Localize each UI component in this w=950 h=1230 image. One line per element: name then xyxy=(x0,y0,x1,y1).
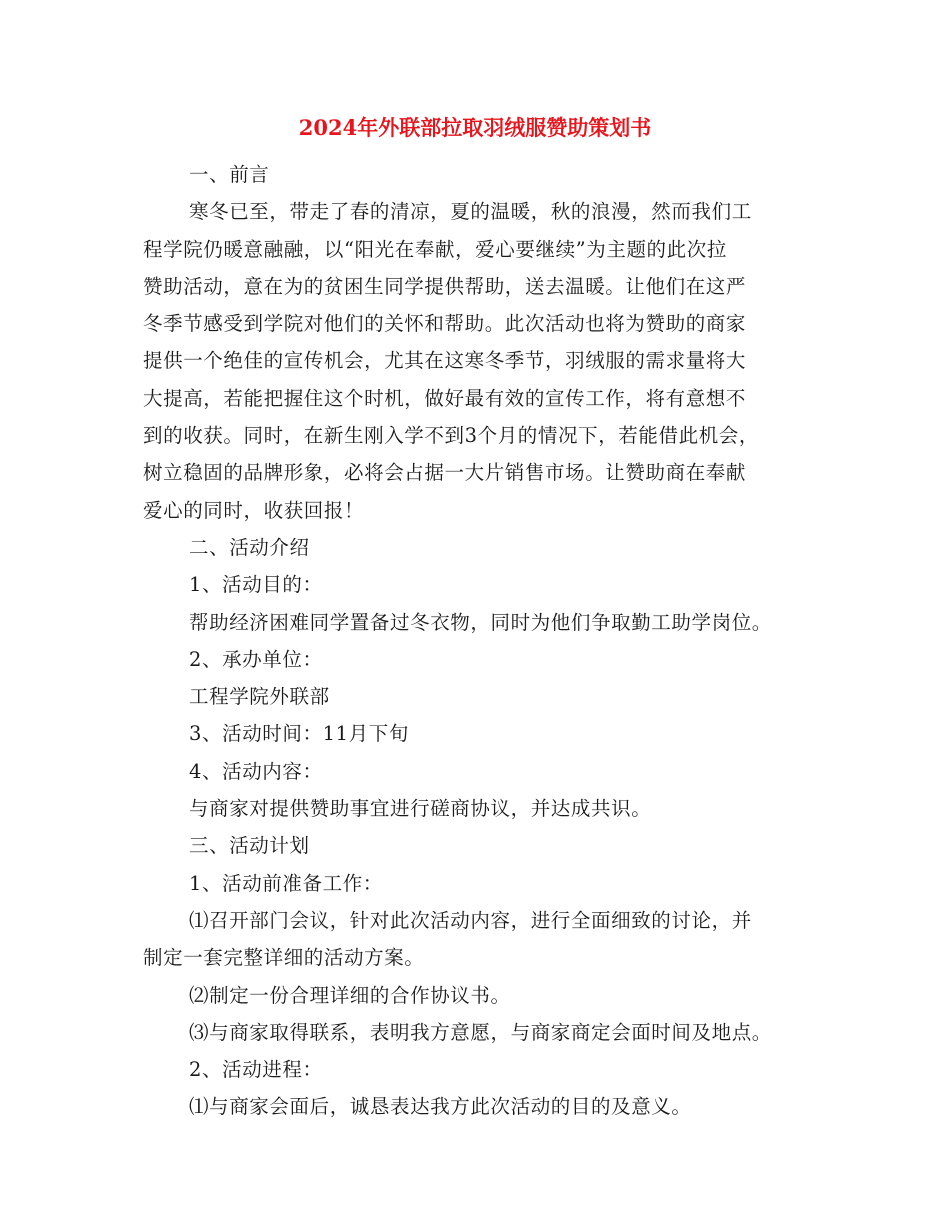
document-body xyxy=(143,156,815,1126)
text-line: 一、前言 xyxy=(189,163,270,186)
text-line: 3、活动时间：11月下旬 xyxy=(189,722,409,746)
text-line: 爱心的同时，收获回报！ xyxy=(143,498,365,522)
document-title: 2024年外联部拉取羽绒服赞助策划书 xyxy=(298,115,652,140)
text-line: 树立稳固的品牌形象，必将会占据一大片销售市场。让赞助商在奉献 xyxy=(143,461,747,485)
text-line: 三、活动计划 xyxy=(189,834,310,858)
text-line: ⑶与商家取得联系，表明我方意愿，与商家商定会面时间及地点。 xyxy=(189,1020,772,1044)
text-line: 提供一个绝佳的宣传机会，尤其在这寒冬季节，羽绒服的需求量将大 xyxy=(143,349,747,373)
text-line: 到的收获。同时，在新生刚入学不到3个月的情况下，若能借此机会， xyxy=(143,424,760,448)
text-line: 2、活动进程： xyxy=(189,1058,323,1082)
text-line: ⑵制定一份合理详细的合作协议书。 xyxy=(189,983,511,1007)
text-line: 工程学院外联部 xyxy=(189,685,330,709)
text-line: 冬季节感受到学院对他们的关怀和帮助。此次活动也将为赞助的商家 xyxy=(143,312,747,336)
text-line: 与商家对提供赞助事宜进行磋商协议，并达成共识。 xyxy=(189,797,652,821)
text-line: 二、活动介绍 xyxy=(189,535,310,559)
text-line: 制定一套完整详细的活动方案。 xyxy=(143,946,425,970)
text-line: ⑴与商家会面后，诚恳表达我方此次活动的目的及意义。 xyxy=(189,1095,692,1119)
text-line: 4、活动内容： xyxy=(189,759,323,783)
text-line: 赞助活动，意在为的贫困生同学提供帮助，送去温暖。让他们在这严 xyxy=(143,274,747,298)
text-line: 帮助经济困难同学置备过冬衣物，同时为他们争取勤工助学岗位。 xyxy=(189,610,772,634)
text-line: 2、承办单位： xyxy=(189,647,323,671)
text-line: 1、活动目的： xyxy=(189,573,323,597)
text-line: 1、活动前准备工作： xyxy=(189,871,383,895)
text-line: 程学院仍暖意融融，以“阳光在奉献，爱心要继续”为主题的此次拉 xyxy=(143,237,727,261)
text-line: 寒冬已至，带走了春的清凉，夏的温暖，秋的浪漫，然而我们工 xyxy=(189,200,752,224)
text-line: 大提高，若能把握住这个时机，做好最有效的宣传工作，将有意想不 xyxy=(143,386,747,410)
text-line: ⑴召开部门会议，针对此次活动内容，进行全面细致的讨论，并 xyxy=(189,908,752,932)
